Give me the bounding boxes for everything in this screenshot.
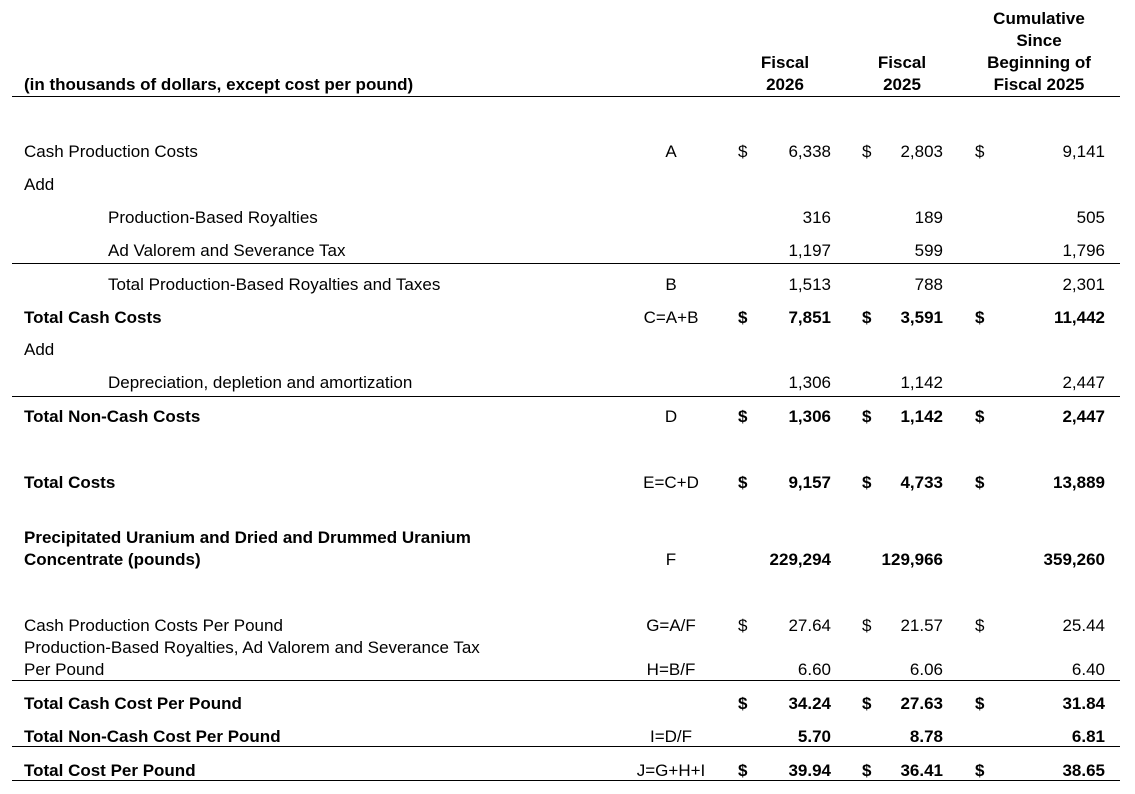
row-label: Total Non-Cash Cost Per Pound	[24, 727, 281, 746]
currency-symbol: $	[975, 473, 985, 492]
row-reference: F	[665, 550, 677, 569]
row-label: Concentrate (pounds)	[24, 550, 201, 569]
value-cumulative: 9,141	[1062, 142, 1105, 161]
value-fiscal-2025: 1,142	[900, 407, 943, 426]
row-label: Per Pound	[24, 660, 105, 679]
value-fiscal-2025: 599	[914, 241, 943, 260]
row-label: Total Production-Based Royalties and Taxes	[108, 275, 441, 294]
table-row	[0, 339, 1135, 361]
row-label: Add	[24, 175, 55, 194]
value-fiscal-2025: 6.06	[909, 660, 943, 679]
header-line: Fiscal	[760, 53, 810, 72]
table-row	[0, 372, 1135, 394]
table-row	[0, 659, 1135, 681]
currency-symbol: $	[862, 142, 872, 161]
row-label: Total Cash Cost Per Pound	[24, 694, 242, 713]
value-fiscal-2025: 189	[914, 208, 943, 227]
row-label: Depreciation, depletion and amortization	[108, 373, 413, 392]
value-fiscal-2026: 1,306	[788, 407, 831, 426]
currency-symbol: $	[738, 694, 748, 713]
value-cumulative: 25.44	[1062, 616, 1105, 635]
row-label: Total Cash Costs	[24, 308, 162, 327]
value-fiscal-2025: 4,733	[900, 473, 943, 492]
value-fiscal-2026: 316	[802, 208, 831, 227]
value-fiscal-2026: 34.24	[788, 694, 831, 713]
currency-symbol: $	[862, 407, 872, 426]
header-fiscal-2025	[862, 52, 942, 96]
value-fiscal-2026: 9,157	[788, 473, 831, 492]
row-reference: B	[665, 275, 677, 294]
currency-symbol: $	[862, 308, 872, 327]
row-reference: D	[664, 407, 678, 426]
value-fiscal-2025: 129,966	[881, 550, 943, 569]
currency-symbol: $	[862, 616, 872, 635]
value-cumulative: 2,301	[1062, 275, 1105, 294]
row-reference: I=D/F	[649, 727, 693, 746]
currency-symbol: $	[975, 761, 985, 780]
subtotal-rule	[12, 263, 1120, 264]
currency-symbol: $	[975, 616, 985, 635]
table-row	[0, 472, 1135, 494]
value-fiscal-2026: 27.64	[788, 616, 831, 635]
header-line: Fiscal 2025	[993, 75, 1085, 94]
table-row	[0, 760, 1135, 782]
table-row	[0, 637, 1135, 659]
currency-symbol: $	[738, 473, 748, 492]
currency-symbol: $	[975, 142, 985, 161]
currency-symbol: $	[862, 473, 872, 492]
header-line: 2025	[883, 75, 921, 94]
units-note: (in thousands of dollars, except cost per pound)	[24, 75, 414, 94]
value-fiscal-2026: 1,197	[788, 241, 831, 260]
value-fiscal-2026: 5.70	[797, 727, 831, 746]
row-label: Total Costs	[24, 473, 116, 492]
header-line: Cumulative	[993, 9, 1085, 28]
row-reference: A	[665, 142, 677, 161]
currency-symbol: $	[738, 142, 748, 161]
value-fiscal-2026: 1,306	[788, 373, 831, 392]
value-cumulative: 359,260	[1043, 550, 1105, 569]
row-reference: G=A/F	[646, 616, 696, 635]
value-cumulative: 1,796	[1062, 241, 1105, 260]
table-row	[0, 527, 1135, 549]
row-label: Cash Production Costs	[24, 142, 198, 161]
table-row	[0, 307, 1135, 329]
row-reference: H=B/F	[646, 660, 696, 679]
currency-symbol: $	[738, 407, 748, 426]
table-row	[0, 274, 1135, 296]
currency-symbol: $	[738, 308, 748, 327]
header-line: Since	[1016, 31, 1062, 50]
table-row	[0, 615, 1135, 637]
value-fiscal-2025: 36.41	[900, 761, 943, 780]
row-label: Add	[24, 340, 55, 359]
value-fiscal-2025: 27.63	[900, 694, 943, 713]
table-row	[0, 240, 1135, 262]
header-rule	[12, 96, 1120, 97]
value-fiscal-2025: 2,803	[900, 142, 943, 161]
row-label: Total Non-Cash Costs	[24, 407, 201, 426]
currency-symbol: $	[862, 694, 872, 713]
value-fiscal-2026: 7,851	[788, 308, 831, 327]
currency-symbol: $	[738, 761, 748, 780]
row-label: Production-Based Royalties, Ad Valorem and Severance Tax	[24, 638, 480, 657]
table-row	[0, 549, 1135, 571]
table-row	[0, 141, 1135, 163]
value-fiscal-2026: 1,513	[788, 275, 831, 294]
table-row	[0, 693, 1135, 715]
value-cumulative: 2,447	[1062, 407, 1105, 426]
value-cumulative: 11,442	[1053, 308, 1105, 327]
value-fiscal-2025: 1,142	[900, 373, 943, 392]
row-label: Cash Production Costs Per Pound	[24, 616, 283, 635]
value-cumulative: 6.81	[1071, 727, 1105, 746]
currency-symbol: $	[862, 761, 872, 780]
row-label: Ad Valorem and Severance Tax	[108, 241, 346, 260]
header-fiscal-2026	[745, 52, 825, 96]
row-reference: E=C+D	[643, 473, 699, 492]
currency-symbol: $	[975, 407, 985, 426]
value-cumulative: 6.40	[1071, 660, 1105, 679]
value-cumulative: 13,889	[1053, 473, 1105, 492]
row-label: Precipitated Uranium and Dried and Drummed Uranium	[24, 528, 471, 547]
value-cumulative: 31.84	[1062, 694, 1105, 713]
currency-symbol: $	[975, 694, 985, 713]
table-row	[0, 174, 1135, 196]
row-reference: J=G+H+I	[636, 761, 706, 780]
header-line: Beginning of	[987, 53, 1091, 72]
header-line: 2026	[766, 75, 804, 94]
table-row	[0, 207, 1135, 229]
value-fiscal-2025: 788	[914, 275, 943, 294]
value-fiscal-2026: 229,294	[769, 550, 831, 569]
value-fiscal-2026: 6.60	[797, 660, 831, 679]
header-cumulative	[969, 8, 1109, 96]
table-row	[0, 726, 1135, 748]
subtotal-rule	[12, 396, 1120, 397]
row-reference: C=A+B	[643, 308, 699, 327]
currency-symbol: $	[738, 616, 748, 635]
value-fiscal-2025: 8.78	[909, 727, 943, 746]
value-fiscal-2025: 21.57	[900, 616, 943, 635]
value-fiscal-2026: 6,338	[788, 142, 831, 161]
row-label: Production-Based Royalties	[108, 208, 318, 227]
value-fiscal-2025: 3,591	[900, 308, 943, 327]
currency-symbol: $	[975, 308, 985, 327]
value-cumulative: 38.65	[1062, 761, 1105, 780]
value-fiscal-2026: 39.94	[788, 761, 831, 780]
table-row	[0, 406, 1135, 428]
header-line: Fiscal	[877, 53, 927, 72]
row-label: Total Cost Per Pound	[24, 761, 196, 780]
value-cumulative: 505	[1076, 208, 1105, 227]
value-cumulative: 2,447	[1062, 373, 1105, 392]
